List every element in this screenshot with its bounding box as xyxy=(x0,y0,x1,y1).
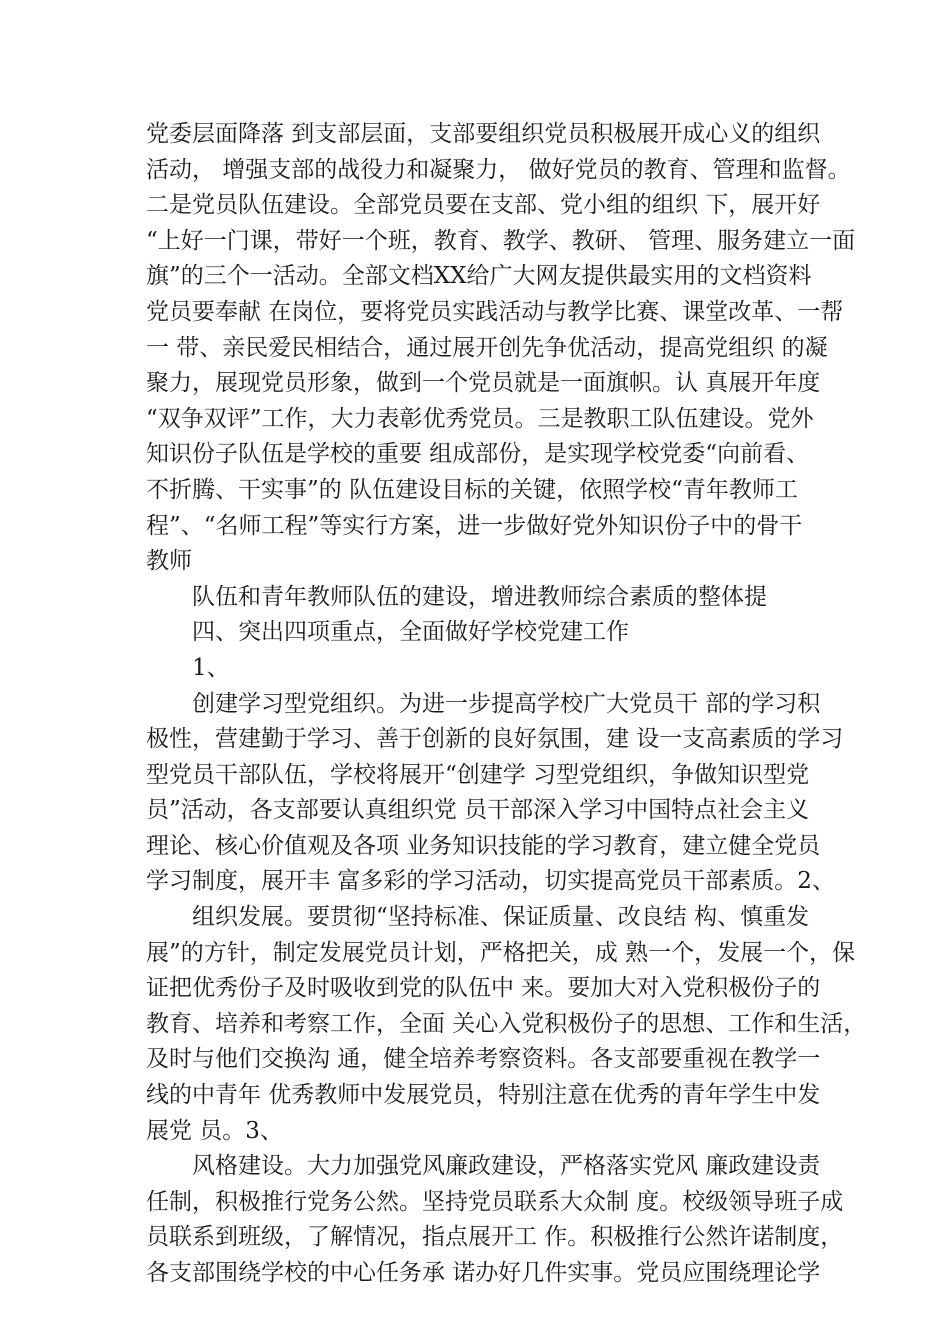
text-line: 任制，积极推行党务公然。坚持党员联系大众制 度。校级领导班子成 xyxy=(146,1188,844,1215)
text-line: 员”活动，各支部要认真组织党 员干部深入学习中国特点社会主义 xyxy=(146,797,810,824)
text-line: 党委层面降落 到支部层面，支部要组织党员积极展开成心义的组织 xyxy=(146,121,821,147)
text-line: 旗”的三个一活动。全部文档XX给广大网友提供最实用的文档资料 xyxy=(146,263,812,290)
text-line: 创建学习型党组织。为进一步提高学校广大党员干 部的学习积 xyxy=(192,690,821,717)
text-line: 员联系到班级，了解情况，指点展开工 作。积极推行公然许诺制度， xyxy=(146,1224,844,1251)
text-line: 知识份子队伍是学校的重要 组成部份，是实现学校党委“向前看、 xyxy=(146,441,810,468)
text-line: 证把优秀份子及时吸收到党的队伍中 来。要加大对入党积极份子的 xyxy=(146,975,821,1002)
text-line: “上好一门课，带好一个班，教育、教学、教研、 管理、服务建立一面 xyxy=(146,227,856,254)
text-line: 1、 xyxy=(192,654,230,681)
text-line: 展党 员。3、 xyxy=(146,1117,283,1144)
text-line: 一 带、亲民爱民相结合，通过展开创先争优活动，提高党组织 的凝 xyxy=(146,334,828,361)
text-line: 型党员干部队伍，学校将展开“创建学 习型党组织，争做知识型党 xyxy=(146,761,810,788)
text-line: 队伍和青年教师队伍的建设，增进教师综合素质的整体提 xyxy=(192,583,767,610)
text-line: 聚力，展现党员形象，做到一个党员就是一面旗帜。认 真展开年度 xyxy=(146,370,821,397)
text-line: 极性，营建勤于学习、善于创新的良好氛围，建 设一支高素质的学习 xyxy=(146,726,844,753)
text-line: 四、突出四项重点，全面做好学校党建工作 xyxy=(192,619,629,646)
text-line: 理论、核心价值观及各项 业务知识技能的学习教育，建立健全党员 xyxy=(146,832,821,859)
text-line: 线的中青年 优秀教师中发展党员，特别注意在优秀的青年学生中发 xyxy=(146,1082,821,1109)
text-line: 程”、“名师工程”等实行方案，进一步做好党外知识份子中的骨干 xyxy=(146,512,803,539)
body-text xyxy=(146,117,867,1292)
text-line: 学习制度，展开丰 富多彩的学习活动，切实提高党员干部素质。2、 xyxy=(146,868,835,895)
text-line: 展”的方针，制定发展党员计划，严格把关，成 熟一个，发展一个，保 xyxy=(146,939,856,966)
text-line: 教师 xyxy=(146,548,192,575)
text-line: 二是党员队伍建设。全部党员要在支部、党小组的组织 下，展开好 xyxy=(146,192,821,219)
text-line: 党员要奉献 在岗位，要将党员实践活动与教学比赛、课堂改革、一帮 xyxy=(146,298,844,325)
text-line: 及时与他们交换沟 通，健全培养考察资料。各支部要重视在教学一 xyxy=(146,1046,821,1073)
text-line: 不折腾、干实事”的 队伍建设目标的关键，依照学校“青年教师工 xyxy=(146,476,798,503)
text-line: 各支部围绕学校的中心任务承 诺办好几件实事。党员应围绕理论学 xyxy=(146,1260,821,1286)
text-line: “双争双评”工作，大力表彰优秀党员。三是教职工队伍建设。党外 xyxy=(146,405,814,432)
text-line: 教育、培养和考察工作，全面 关心入党积极份子的思想、工作和生活， xyxy=(146,1010,867,1037)
text-line: 活动， 增强支部的战役力和凝聚力， 做好党员的教育、管理和监督。 xyxy=(146,156,851,183)
text-line: 组织发展。要贯彻“坚持标准、保证质量、改良结 构、慎重发 xyxy=(192,904,810,931)
text-line: 风格建设。大力加强党风廉政建设，严格落实党风 廉政建设责 xyxy=(192,1153,821,1180)
